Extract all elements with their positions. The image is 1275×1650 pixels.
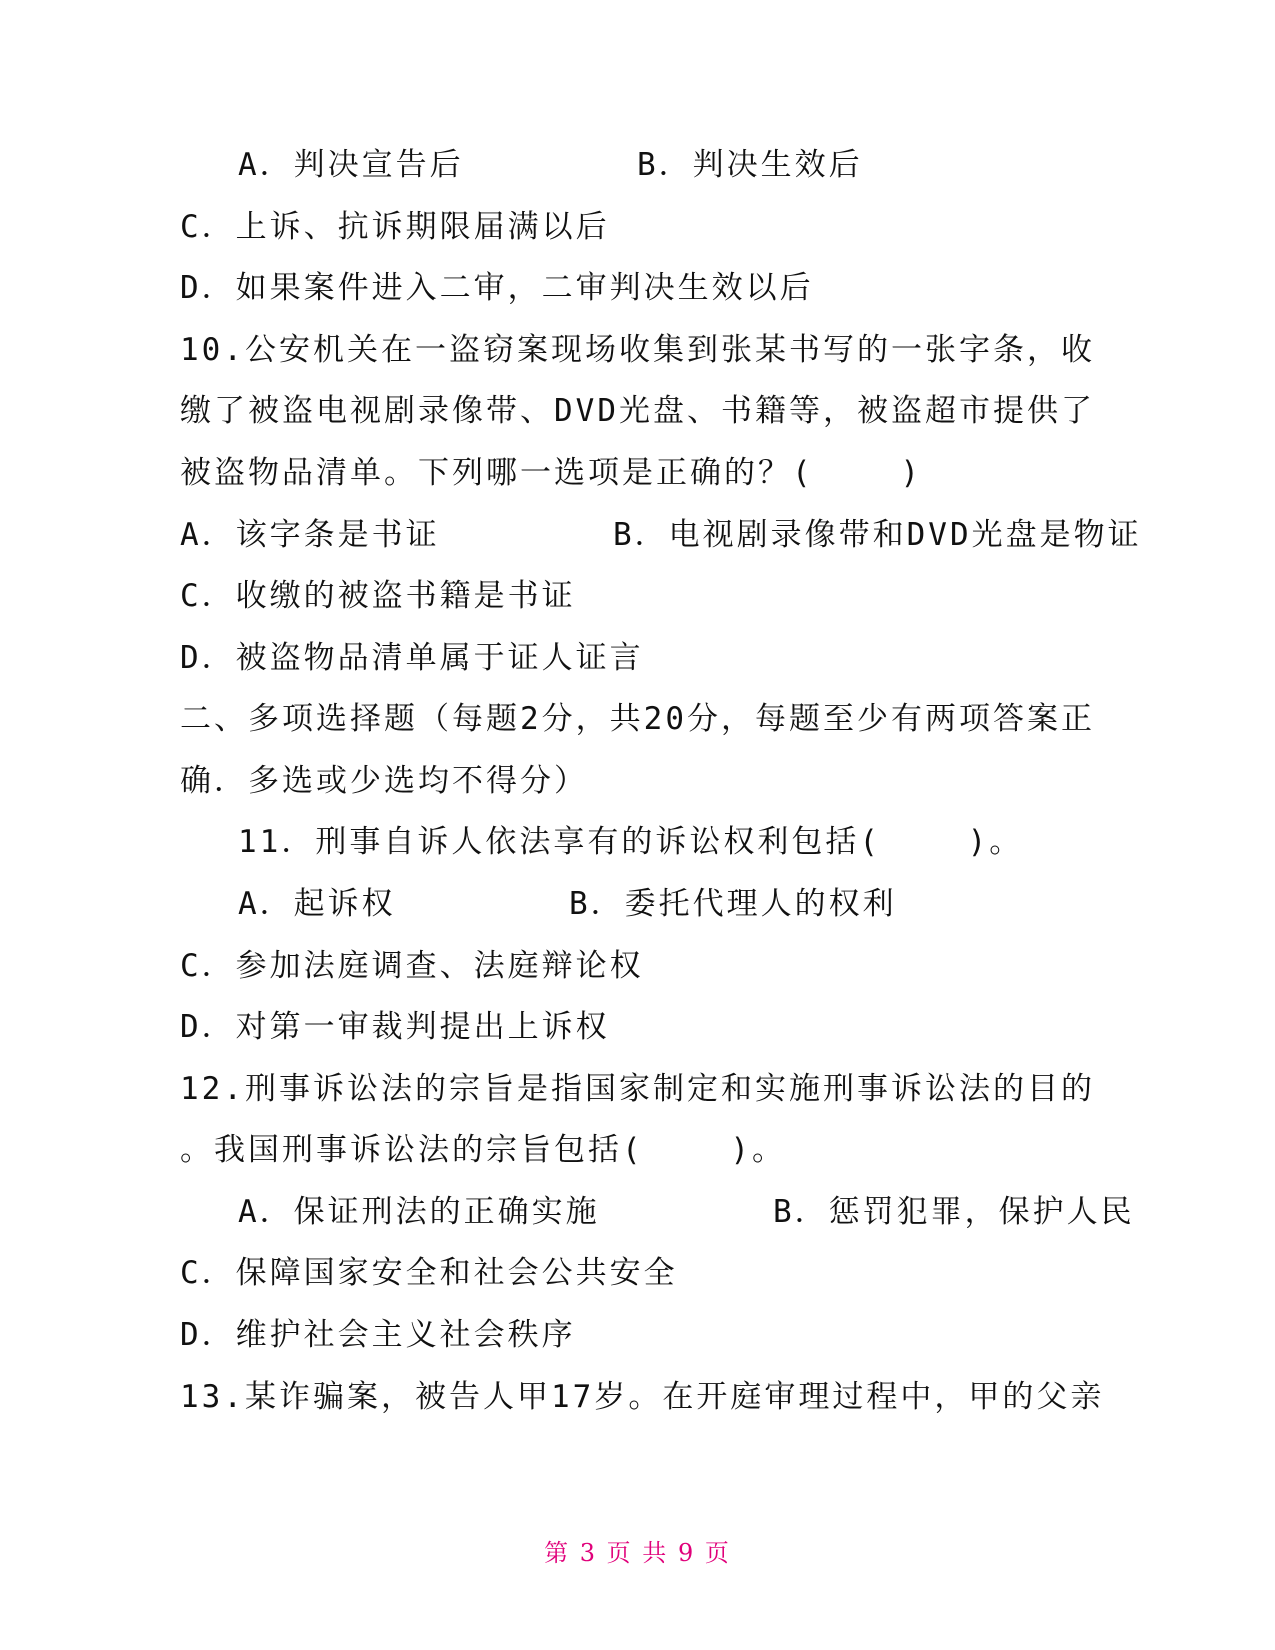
question-11: 11．刑事自诉人依法享有的诉讼权利包括( )。 <box>238 824 1024 860</box>
option-line-10c: C．收缴的被盗书籍是书证 <box>180 578 576 614</box>
option-line-9ab: A．判决宣告后 B．判决生效后 <box>238 147 863 183</box>
page-number-footer: 第 3 页 共 9 页 <box>544 1539 731 1567</box>
question-10-line-3: 被盗物品清单。下列哪一选项是正确的？( ) <box>180 455 922 491</box>
question-13-line-1: 13.某诈骗案，被告人甲17岁。在开庭审理过程中，甲的父亲 <box>180 1379 1105 1415</box>
option-line-12d: D．维护社会主义社会秩序 <box>180 1317 576 1353</box>
section-heading-line-1: 二、多项选择题（每题2分，共20分，每题至少有两项答案正 <box>180 701 1095 737</box>
question-10-line-1: 10.公安机关在一盗窃案现场收集到张某书写的一张字条，收 <box>180 332 1095 368</box>
option-line-11d: D．对第一审裁判提出上诉权 <box>180 1009 610 1045</box>
option-line-10d: D．被盗物品清单属于证人证言 <box>180 640 644 676</box>
section-heading-line-2: 确．多选或少选均不得分） <box>180 763 588 799</box>
option-line-11ab: A．起诉权 B．委托代理人的权利 <box>238 886 897 922</box>
question-10-line-2: 缴了被盗电视剧录像带、DVD光盘、书籍等，被盗超市提供了 <box>180 393 1095 429</box>
option-line-10ab: A．该字条是书证 B．电视剧录像带和DVD光盘是物证 <box>180 517 1142 553</box>
option-line-11c: C．参加法庭调查、法庭辩论权 <box>180 948 644 984</box>
option-line-9c: C．上诉、抗诉期限届满以后 <box>180 209 610 245</box>
option-line-12c: C．保障国家安全和社会公共安全 <box>180 1255 678 1291</box>
question-12-line-1: 12.刑事诉讼法的宗旨是指国家制定和实施刑事诉讼法的目的 <box>180 1071 1095 1107</box>
option-line-9d: D．如果案件进入二审，二审判决生效以后 <box>180 270 814 306</box>
option-line-12ab: A．保证刑法的正确实施 B．惩罚犯罪，保护人民 <box>238 1194 1135 1230</box>
question-12-line-2: 。我国刑事诉讼法的宗旨包括( )。 <box>180 1132 786 1168</box>
